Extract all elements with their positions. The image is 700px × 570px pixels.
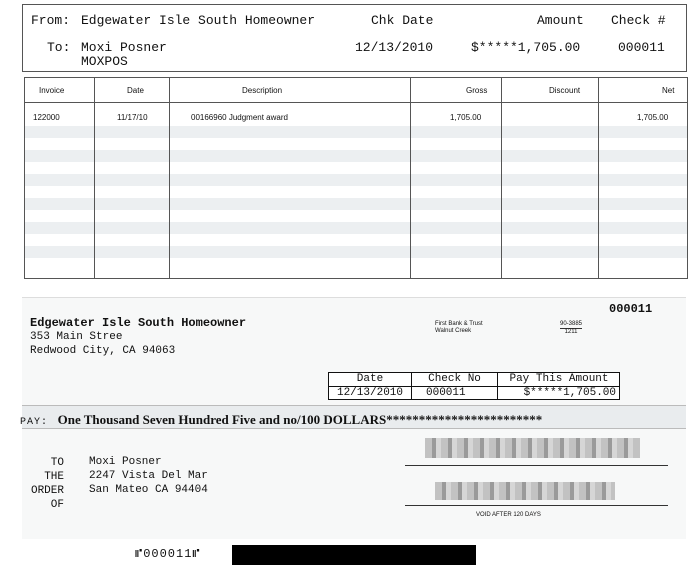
check-details-box [328, 372, 620, 400]
row-band [25, 246, 687, 258]
from-name: Edgewater Isle South Homeowner [81, 13, 316, 28]
cell-net: 1,705.00 [637, 113, 669, 122]
column-divider [94, 78, 95, 278]
row-band [25, 222, 687, 234]
header-net: Net [662, 86, 675, 95]
bank-name: First Bank & Trust [435, 321, 483, 327]
routing-bottom: 1211 [564, 329, 578, 335]
stub-header [22, 4, 687, 72]
row-band [25, 174, 687, 186]
signature-image [435, 482, 615, 500]
check-no-label: Check # [611, 13, 666, 28]
order-word: OF [50, 499, 64, 511]
box-header-check-no: Check No [428, 373, 481, 385]
to-label: To: [47, 40, 71, 55]
order-word: THE [44, 471, 64, 483]
redaction-bar [232, 545, 476, 565]
payee-name: Moxi Posner [89, 456, 162, 468]
cell-date: 11/17/10 [117, 113, 148, 122]
order-word: ORDER [30, 485, 64, 497]
void-note: VOID AFTER 120 DAYS [476, 512, 541, 518]
pay-line [20, 411, 542, 429]
to-name: Moxi Posner [81, 40, 167, 55]
from-label: From: [31, 13, 71, 28]
to-code: MOXPOS [81, 54, 128, 69]
header-date: Date [127, 86, 144, 95]
header-invoice: Invoice [39, 86, 65, 95]
header-discount: Discount [549, 86, 581, 95]
signature-image [425, 438, 640, 458]
header-divider [25, 102, 687, 103]
box-amount: $*****1,705.00 [523, 387, 616, 399]
row-band [25, 198, 687, 210]
box-date: 12/13/2010 [336, 387, 403, 399]
micr-line: ⑈000011⑈ [135, 547, 201, 561]
bank-info [435, 321, 483, 335]
column-divider [169, 78, 170, 278]
invoice-table [24, 77, 688, 279]
box-header-date: Date [356, 373, 384, 385]
payer-address-line1: 353 Main Stree [30, 331, 123, 343]
signature-line-1 [405, 432, 668, 466]
column-divider [598, 78, 599, 278]
row-band [25, 126, 687, 138]
payer-address-line2: Redwood City, CA 94063 [30, 345, 176, 357]
to-the-order-of [28, 456, 64, 512]
payer-name: Edgewater Isle South Homeowner [30, 316, 247, 330]
cell-description: 00166960 Judgment award [191, 113, 288, 122]
order-word: TO [50, 457, 64, 469]
chk-date-label: Chk Date [371, 13, 434, 28]
check-number: 000011 [609, 302, 653, 316]
amount: $*****1,705.00 [471, 40, 581, 55]
chk-date: 12/13/2010 [355, 40, 434, 55]
column-divider [501, 78, 502, 278]
cell-invoice: 122000 [33, 113, 60, 122]
payee-address-line2: San Mateo CA 94404 [89, 484, 208, 496]
amount-in-words: One Thousand Seven Hundred Five and no/100 DOLLARS************************ [57, 412, 543, 427]
column-divider [410, 78, 411, 278]
routing-fraction [560, 321, 582, 336]
header-gross: Gross [466, 86, 488, 95]
check-no: 000011 [618, 40, 665, 55]
pay-label: PAY: [20, 417, 49, 428]
amount-label: Amount [537, 13, 584, 28]
routing-top: 90-3885 [560, 321, 583, 327]
bank-city: Walnut Creek [435, 328, 472, 334]
row-band [25, 150, 687, 162]
box-header-amount: Pay This Amount [509, 373, 609, 385]
header-description: Description [242, 86, 283, 95]
cell-gross: 1,705.00 [450, 113, 482, 122]
box-check-no: 000011 [426, 387, 466, 399]
payee-address-line1: 2247 Vista Del Mar [89, 470, 208, 482]
signature-line-2 [405, 474, 668, 506]
